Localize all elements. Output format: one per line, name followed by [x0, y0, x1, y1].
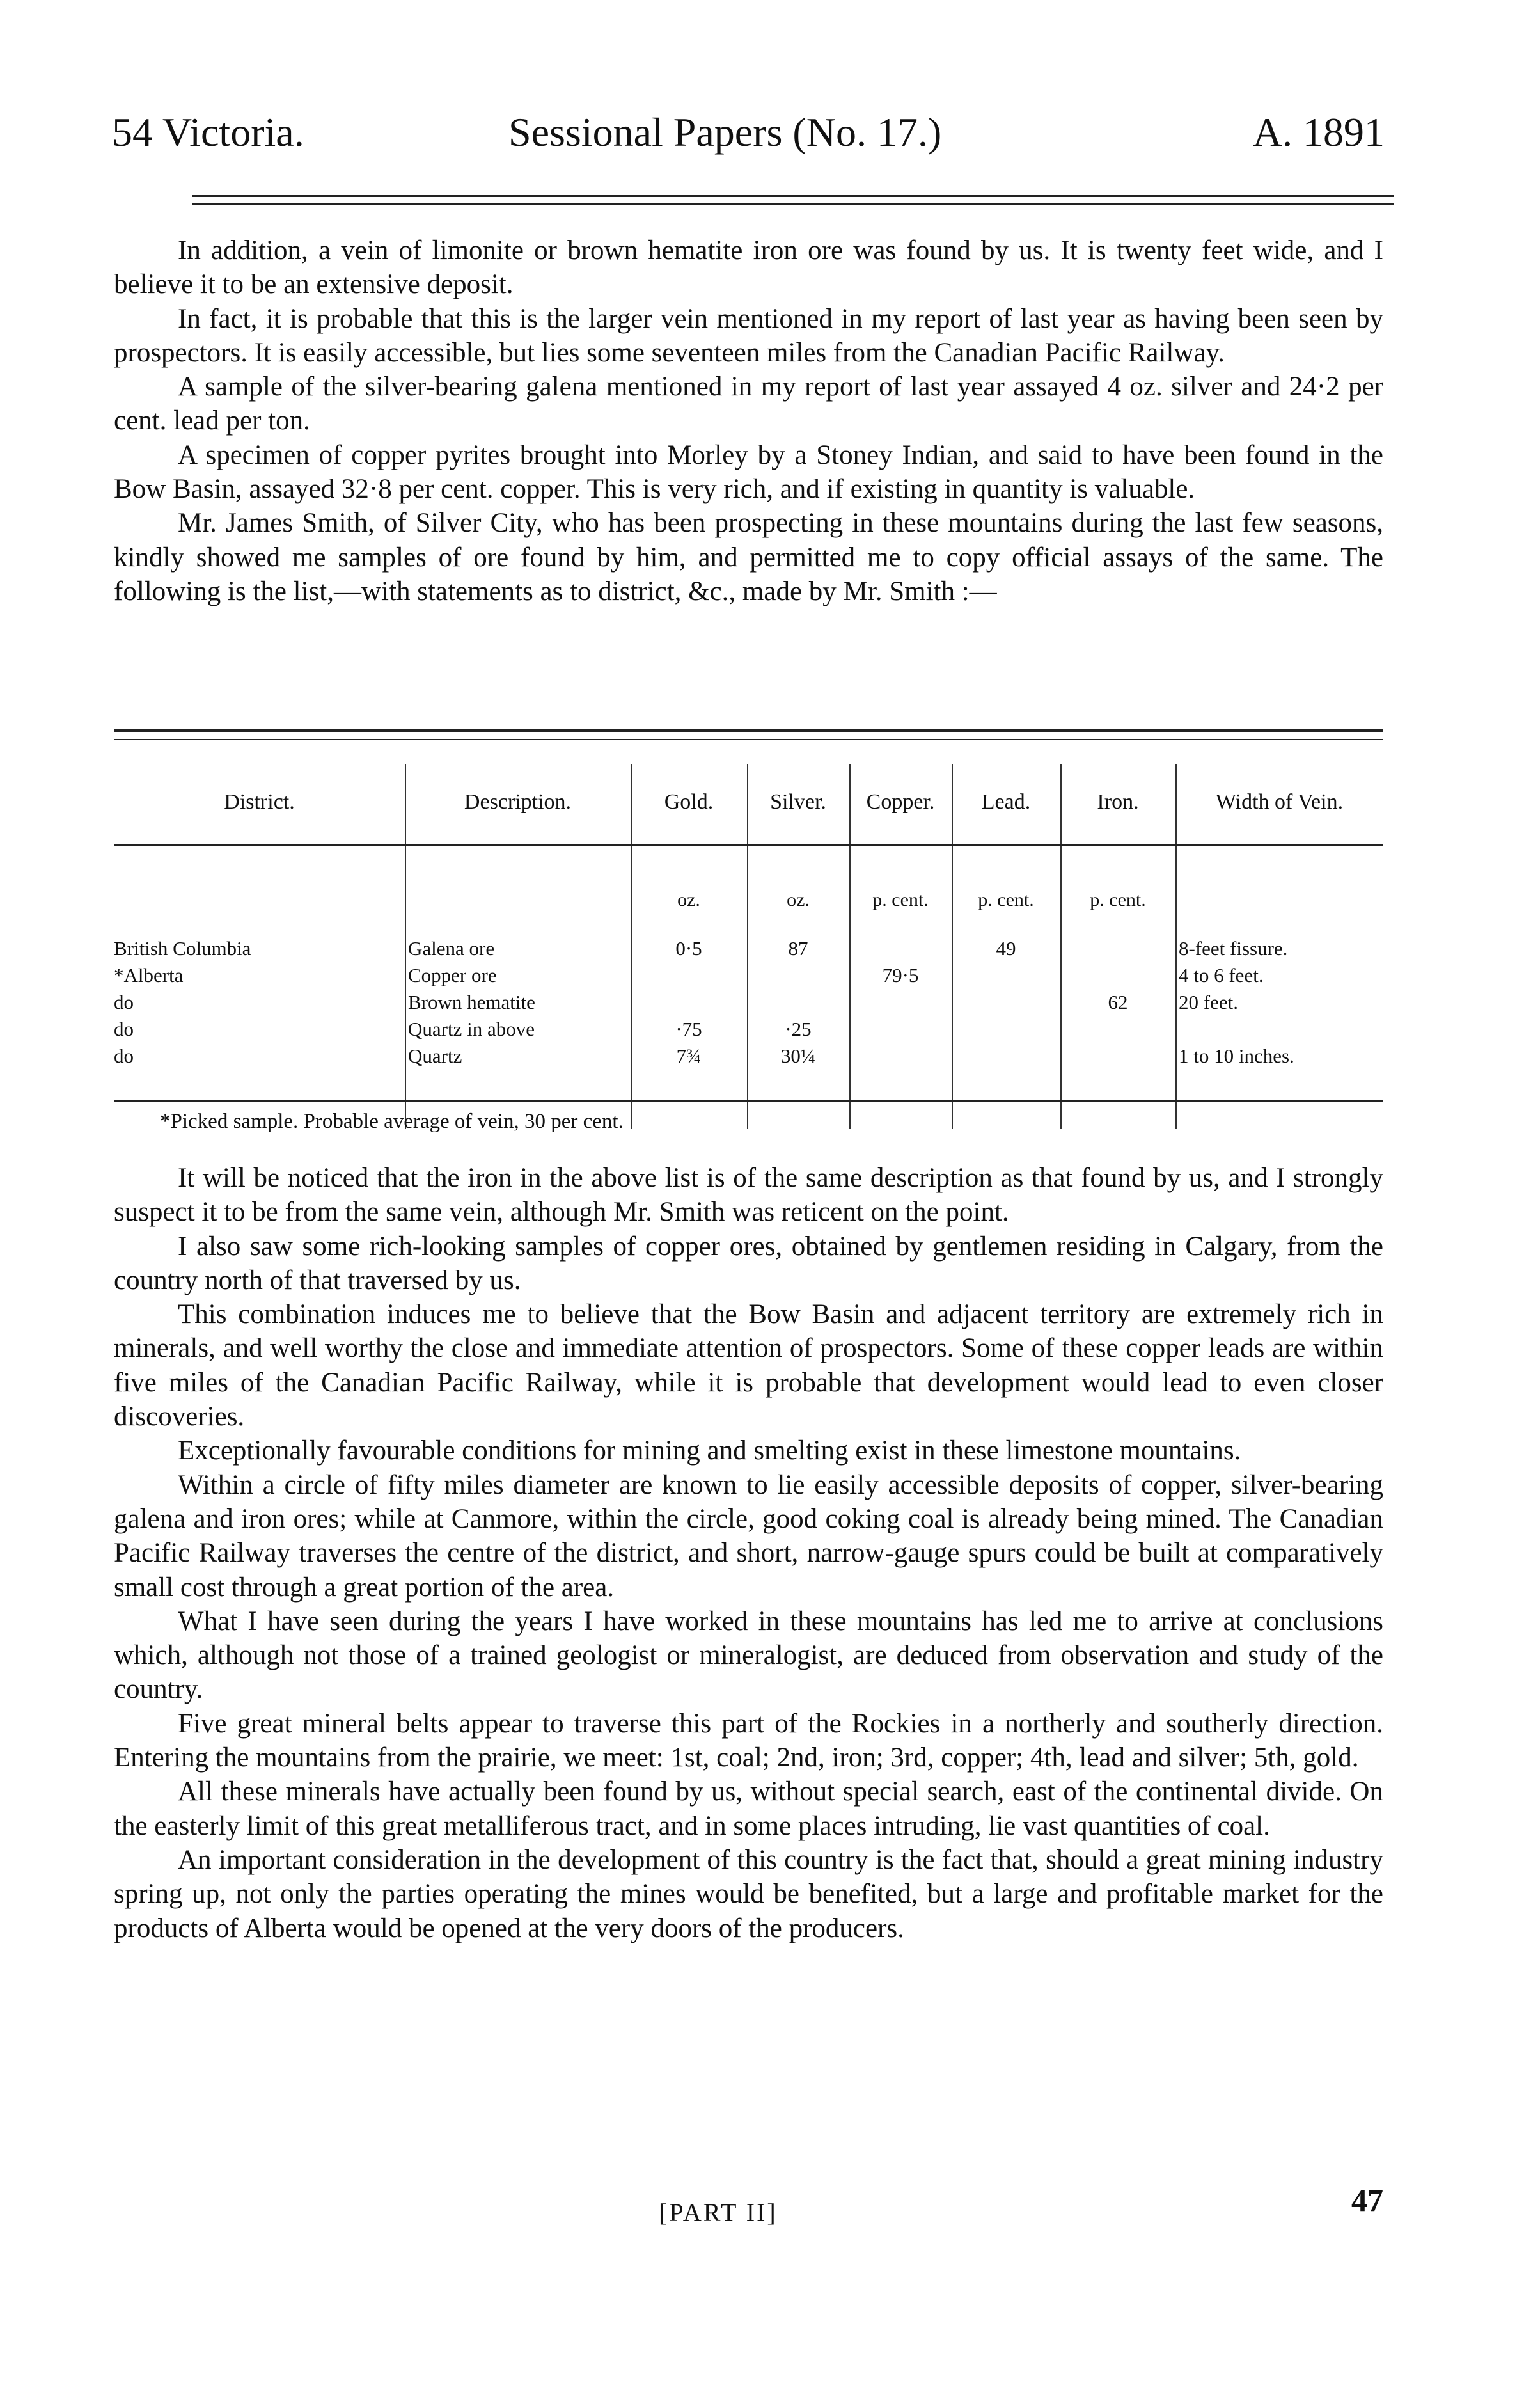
table-footnote: *Picked sample. Probable average of vein, 30 per cent. — [160, 1110, 624, 1133]
header-rule-top — [192, 195, 1394, 197]
paragraph: Mr. James Smith, of Silver City, who has been prospecting in these mountains during the last few seasons, kindly showed me samples of ore found by him, and permitted me to copy official assays of the same. The following is the list,—with statements as to district, &c., made by Mr. Smith :— — [114, 508, 1383, 606]
table-cell: 8-feet fissure. — [1179, 937, 1288, 960]
table-cell: British Columbia — [114, 937, 251, 960]
col-header-iron: Iron. — [1097, 790, 1139, 814]
unit-iron: p. cent. — [1090, 889, 1146, 910]
header-rule-bottom — [192, 203, 1394, 205]
body-text-top — [114, 233, 1383, 608]
paragraph: Within a circle of fifty miles diameter are known to lie easily accessible deposits of copper, silver-bearing galena and iron ores; while at Canmore, within the circle, good coking coal is already being mined. The Canadian Pacific Railway traverses the centre of the district, and short, narrow-gauge spurs could be built at comparatively small cost through a great portion of the area. — [114, 1469, 1383, 1603]
table-cell: 20 feet. — [1179, 991, 1238, 1013]
table-cell: Quartz — [408, 1045, 462, 1067]
paragraph: A specimen of copper pyrites brought into Morley by a Stoney Indian, and said to have been found in the Bow Basin, assayed 32·8 per cent. copper. This is very rich, and if existing in quantity is valuable. — [114, 439, 1383, 505]
paragraph: It will be noticed that the iron in the above list is of the same description as that found by us, and I strongly suspect it to be from the same vein, although Mr. Smith was reticent on the point. — [114, 1163, 1383, 1228]
table-cell: do — [114, 1018, 134, 1040]
table-cell: Copper ore — [408, 964, 497, 986]
paragraph: In fact, it is probable that this is the larger vein mentioned in my report of last year as having been seen by prospectors. It is easily accessible, but lies some seventeen miles from the Canadian Pacific Railway. — [114, 303, 1383, 368]
paragraph: All these minerals have actually been found by us, without special search, east of the continental divide. On the easterly limit of this great metalliferous tract, and in some places intruding, lie vast quantities of coal. — [114, 1777, 1383, 1841]
table-row — [114, 937, 1383, 962]
page-number: 47 — [1351, 2182, 1383, 2218]
table-row — [114, 964, 1383, 988]
col-header-lead: Lead. — [981, 790, 1031, 814]
table-cell: *Alberta — [114, 964, 184, 986]
table-cell: 87 — [788, 937, 808, 960]
table-cell: 49 — [996, 937, 1016, 960]
table-cell: ·25 — [785, 1018, 812, 1040]
col-header-district: District. — [224, 790, 295, 814]
header-session: 54 Victoria. — [112, 109, 304, 155]
header-year: A. 1891 — [1252, 109, 1385, 155]
table-row — [114, 991, 1383, 1015]
paragraph: Exceptionally favourable conditions for mining and smelting exist in these limestone mountains. — [178, 1436, 1241, 1466]
paragraph: I also saw some rich-looking samples of copper ores, obtained by gentlemen residing in Calgary, from the country north of that traversed by us. — [114, 1231, 1383, 1295]
table-cell: Brown hematite — [408, 991, 535, 1013]
table-rule-top-thin — [114, 739, 1383, 740]
unit-silver: oz. — [787, 889, 810, 910]
table-cell: 1 to 10 inches. — [1179, 1045, 1294, 1067]
body-text-bottom — [114, 1161, 1383, 1945]
col-header-copper: Copper. — [866, 790, 935, 814]
paragraph: A sample of the silver-bearing galena mentioned in my report of last year assayed 4 oz. silver and 24·2 per cent. lead per ton. — [114, 372, 1383, 436]
paragraph: In addition, a vein of limonite or brown hematite iron ore was found by us. It is twenty feet wide, and I believe it to be an extensive deposit. — [114, 235, 1383, 300]
unit-copper: p. cent. — [872, 889, 929, 910]
table-cell: 62 — [1108, 991, 1128, 1013]
page-header — [112, 109, 1385, 166]
table-cell: 0·5 — [675, 937, 702, 960]
table-cell: do — [114, 1045, 134, 1067]
table-bottom-rule — [114, 1100, 1383, 1102]
table-cell: 7¾ — [676, 1045, 702, 1067]
unit-gold: oz. — [677, 889, 700, 910]
paragraph: Five great mineral belts appear to traverse this part of the Rockies in a northerly and southerly direction. Entering the mountains from the prairie, we meet: 1st, coal; 2nd, iron; 3rd, copper; 4th, lead and silver; 5th, gold. — [114, 1708, 1383, 1773]
table-cell: 30¼ — [780, 1045, 816, 1067]
table-cell: do — [114, 991, 134, 1013]
unit-lead: p. cent. — [978, 889, 1034, 910]
col-header-silver: Silver. — [770, 790, 826, 814]
table-header-rule — [114, 844, 1383, 846]
table-rule-top — [114, 729, 1383, 732]
table-row — [114, 1018, 1383, 1042]
col-header-description: Description. — [464, 790, 572, 814]
table-cell: Galena ore — [408, 937, 495, 960]
paragraph: What I have seen during the years I have worked in these mountains has led me to arrive at conclusions which, although not those of a trained geologist or mineralogist, are deduced from observation and study of the country. — [114, 1606, 1383, 1705]
table-row — [114, 1045, 1383, 1069]
table-cell: 4 to 6 feet. — [1179, 964, 1264, 986]
table-cell: Quartz in above — [408, 1018, 535, 1040]
table-cell: ·75 — [675, 1018, 702, 1040]
table-cell: 79·5 — [882, 964, 919, 986]
paragraph: This combination induces me to believe that the Bow Basin and adjacent territory are extremely rich in minerals, and well worthy the close and immediate attention of prospectors. Some of these copper leads are within five miles of the Canadian Pacific Railway, while it is probable that development would lead to even closer discoveries. — [114, 1299, 1383, 1432]
header-title: Sessional Papers (No. 17.) — [508, 109, 942, 155]
col-header-width: Width of Vein. — [1215, 790, 1344, 814]
part-marker: [PART II] — [659, 2198, 778, 2227]
paragraph: An important consideration in the development of this country is the fact that, should a great mining industry spring up, not only the parties operating the mines would be benefited, but a large and profitable market for the products of Alberta would be opened at the very doors of the producers. — [114, 1844, 1383, 1943]
col-header-gold: Gold. — [664, 790, 714, 814]
